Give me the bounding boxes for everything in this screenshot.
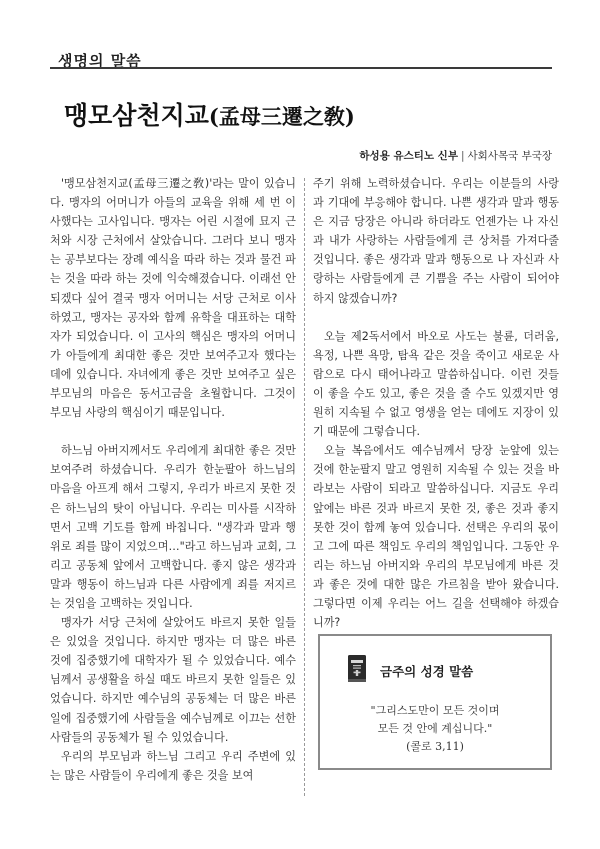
verse-line-2: 모든 것 안에 계십니다." [377, 722, 493, 735]
byline [359, 148, 552, 163]
right-column [313, 174, 559, 632]
bible-book-icon [346, 654, 368, 684]
left-paragraph-1: '맹모삼천지교(孟母三遷之敎)'라는 말이 있습니다. 맹자의 어머니가 아들의 교육을 위해 세 번 이사했다는 고사입니다. 맹자는 어린 시절에 묘지 근처와 시장 근처에서 살았습니다. 그러다 보니 맹자는 공부보다는 장례 예식을 따라 하는 것과 물건 파는 것을 따라 하는 것에 익숙해졌습니다. 이래선 안 되겠다 싶어 결국 맹자 어머니는 서당 근처로 이사하였고, 맹자는 공자와 함께 유학을 대표하는 대학자가 되었습니다. 이 고사의 핵심은 맹자의 어머니가 아들에게 최대한 좋은 것만 보여주고자 했다는 데에 있습니다. 자녀에게 좋은 것만 보여주고 싶은 부모님의 마음은 동서고금을 초월합니다. 그것이 부모님 사랑의 핵심이기 때문입니다. [50, 177, 296, 420]
left-column [50, 174, 296, 785]
section-label: 생명의 말씀 [58, 52, 142, 70]
title-hanja: (孟母三遷之敎) [208, 104, 355, 129]
article-title [64, 96, 355, 132]
left-paragraph-3: 맹자가 서당 근처에 살았어도 바르지 못한 일들은 있었을 것입니다. 하지만 맹자는 더 많은 바른 것에 집중했기에 대학자가 될 수 있었습니다. 예수님께서 공생활을 하실 때도 바르지 못한 일들은 있었습니다. 하지만 예수님의 공동체는 더 많은 바른 일에 집중했기에 사람들을 예수님께로 이끄는 선한 사람들의 공동체가 될 수 있었습니다. [50, 616, 296, 744]
verse-reference: (콜로 3,11) [406, 740, 464, 753]
top-rule [50, 67, 552, 69]
weekly-verse-box [318, 634, 552, 770]
byline-author: 하성용 유스티노 신부 [359, 150, 458, 162]
verse-line-1: "그리스도만이 모든 것이며 [370, 704, 500, 717]
right-paragraph-3: 오늘 복음에서도 예수님께서 당장 눈앞에 있는 것에 한눈팔지 말고 영원히 지속될 수 있는 것을 바라보는 사람이 되라고 말씀하십니다. 지금도 우리 앞에는 바른 것과 바르지 못한 것, 좋은 것과 좋지 못한 것이 함께 놓여 있습니다. 선택은 우리의 몫이고 그에 따른 책임도 우리의 책임입니다. 그동안 우리는 하느님 아버지와 우리의 부모님에게 바른 것과 좋은 것에 대한 많은 가르침을 받아 왔습니다. 그렇다면 이제 우리는 어느 길을 선택해야 하겠습니까? [313, 444, 559, 630]
left-paragraph-2: 하느님 아버지께서도 우리에게 최대한 좋은 것만 보여주려 하셨습니다. 우리가 한눈팔아 하느님의 마음을 아프게 해서 그렇지, 우리가 바르지 못한 것은 하느님의 탓이 아닙니다. 우리는 미사를 시작하면서 고백 기도를 함께 바칩니다. "생각과 말과 행위로 죄를 많이 지었으며…"라고 하느님과 교회, 그리고 공동체 앞에서 고백합니다. 좋지 않은 생각과 말과 행동이 하느님과 다른 사람에게 죄를 저지르는 것임을 고백하는 것입니다. [50, 444, 296, 610]
left-paragraph-4: 우리의 부모님과 하느님 그리고 우리 주변에 있는 많은 사람들이 우리에게 좋은 것을 보여 [50, 749, 296, 782]
byline-position: 사회사목국 부국장 [467, 150, 552, 162]
verse-quote [320, 702, 550, 756]
byline-separator: | [460, 150, 465, 162]
column-divider [304, 178, 305, 796]
right-paragraph-2: 오늘 제2독서에서 바오로 사도는 불륜, 더러움, 욕정, 나쁜 욕망, 탐욕 같은 것을 죽이고 새로운 사람으로 다시 태어나라고 말씀하십니다. 이런 것들이 좋을 수도 있고, 좋은 것을 줄 수도 있겠지만 영원히 지속될 수 없고 영생을 얻는 데에도 지장이 있기 때문에 그렇습니다. [313, 329, 559, 439]
right-paragraph-1: 주기 위해 노력하셨습니다. 우리는 이분들의 사랑과 기대에 부응해야 합니다. 나쁜 생각과 말과 행동은 지금 당장은 아니라 하더라도 언젠가는 나 자신과 내가 사랑하는 사람들에게 큰 상처를 가져다줄 것입니다. 좋은 생각과 말과 행동으로 나 자신과 사랑하는 사람들에게 큰 기쁨을 주는 사람이 되어야 하지 않겠습니까? [313, 177, 559, 305]
title-korean: 맹모삼천지교 [64, 101, 209, 130]
verse-heading: 금주의 성경 말씀 [380, 664, 474, 679]
